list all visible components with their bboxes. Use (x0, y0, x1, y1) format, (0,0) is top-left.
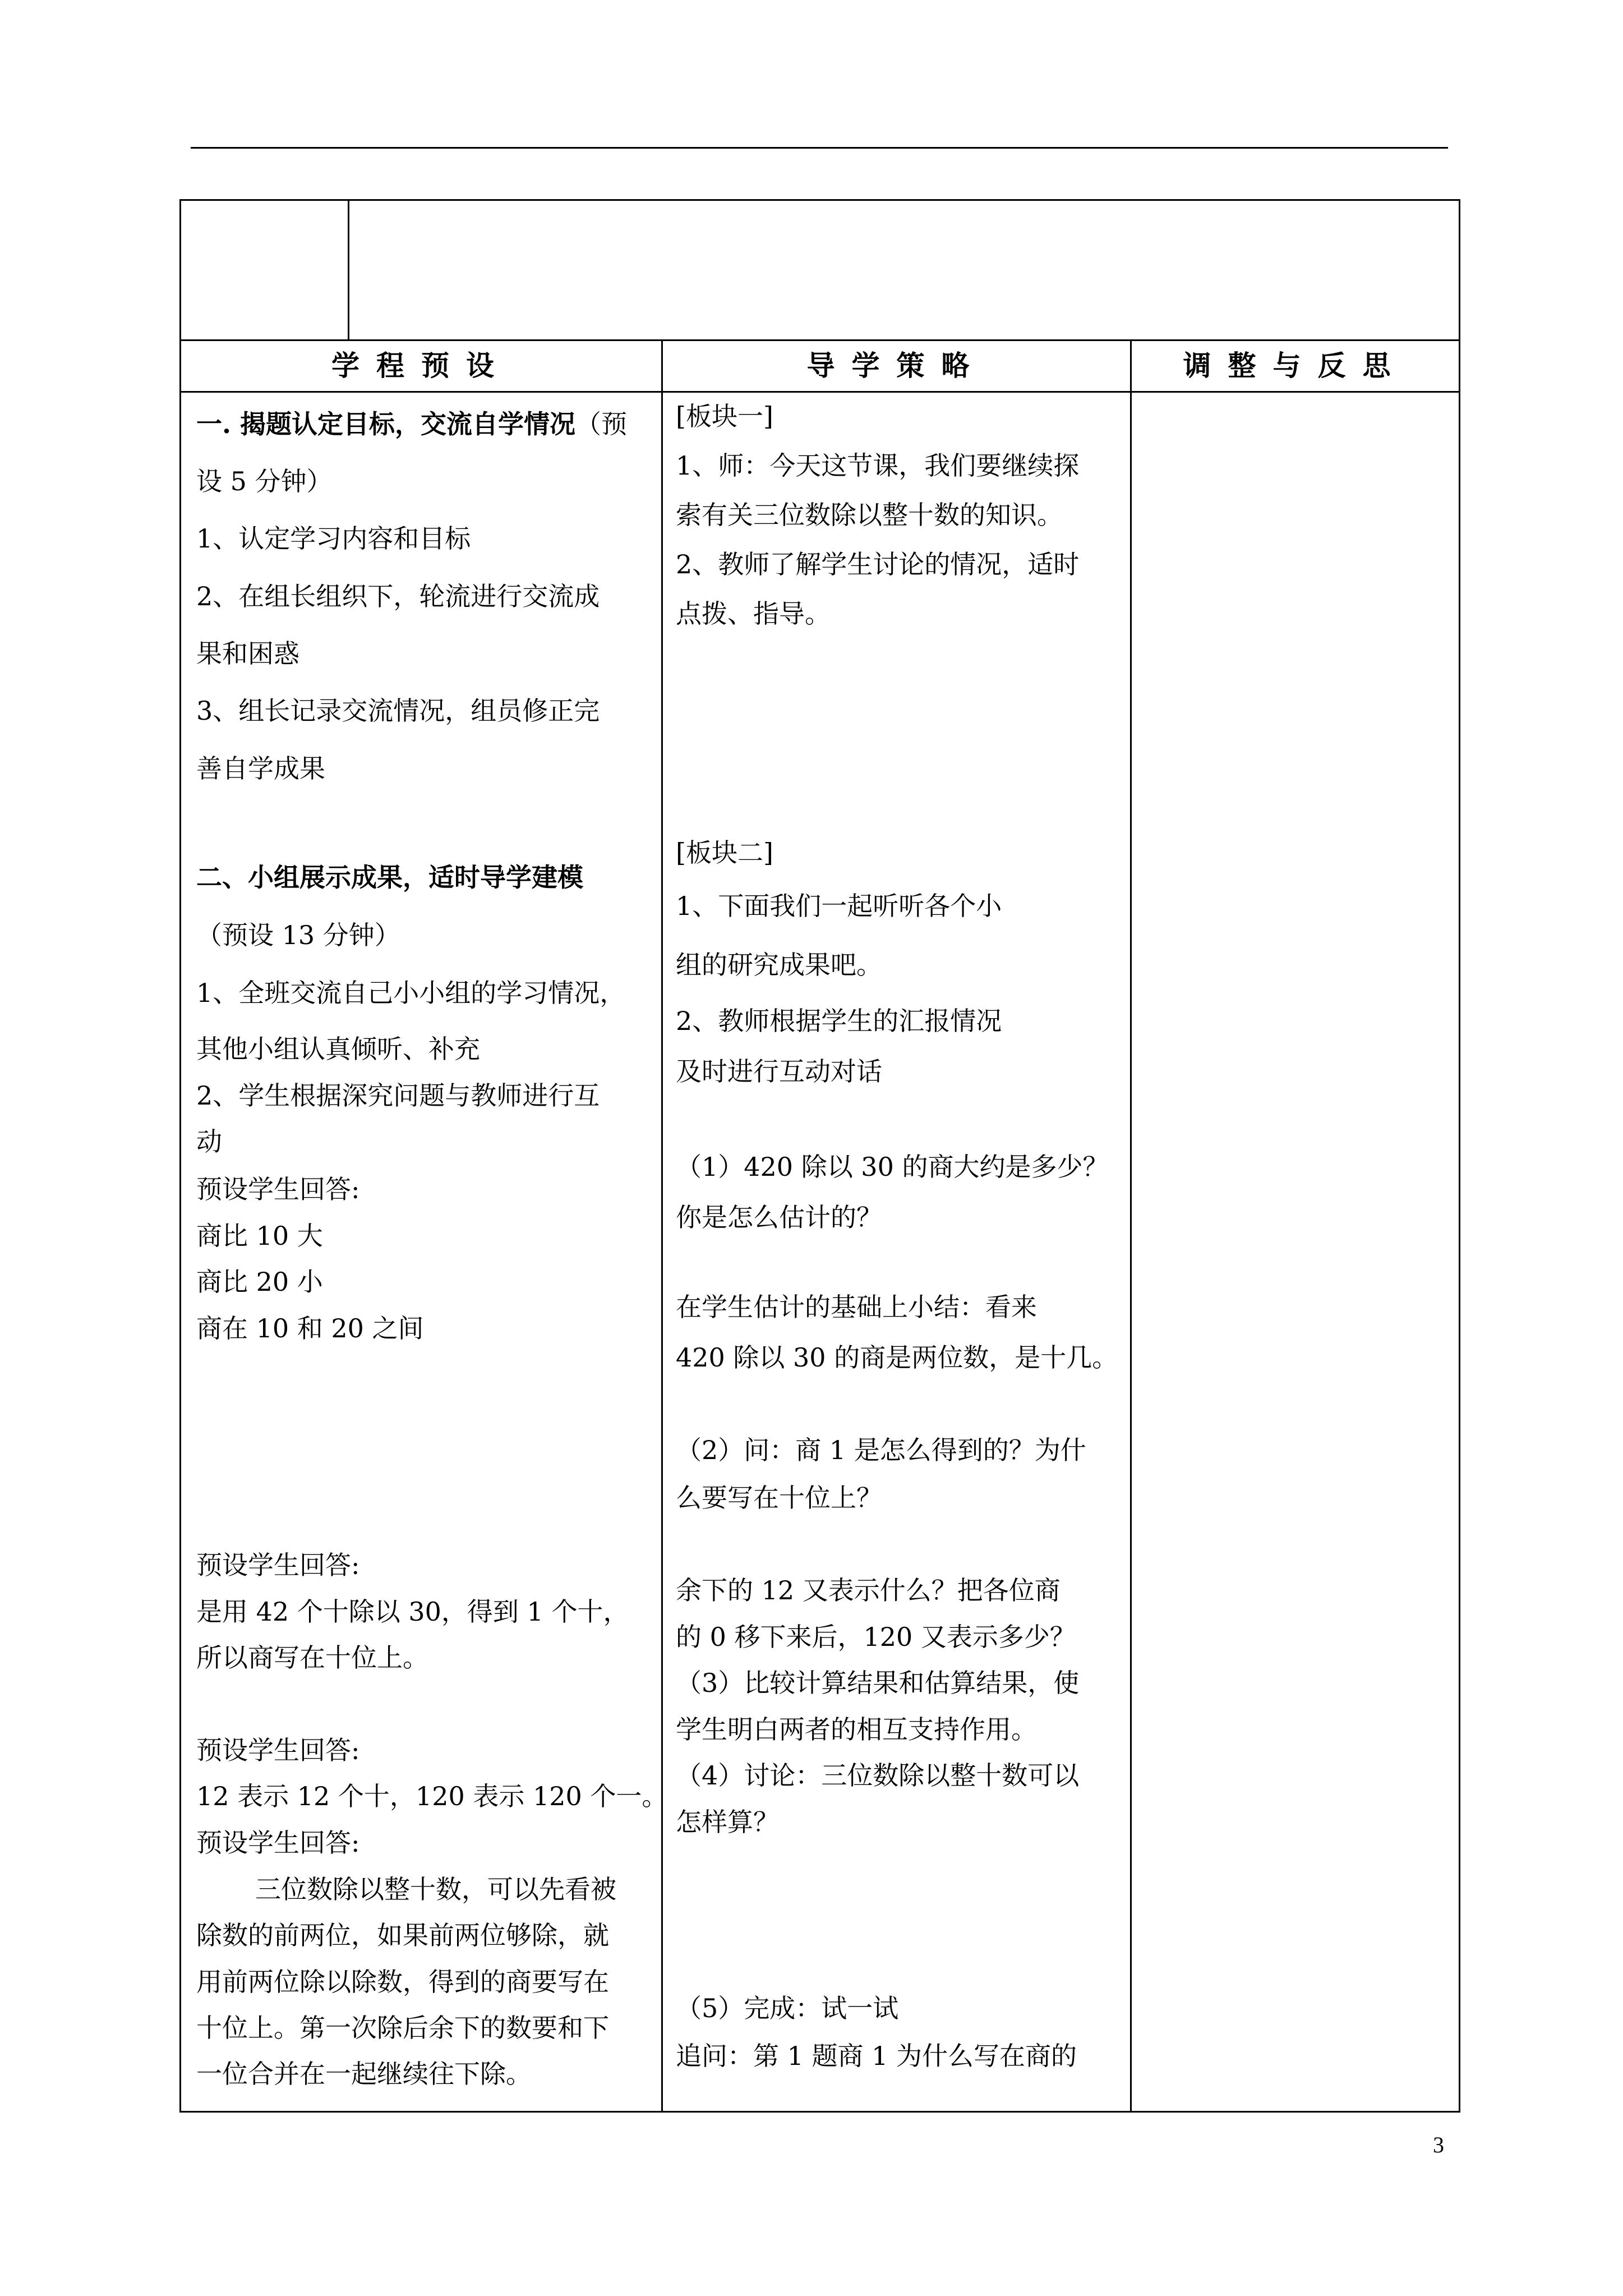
question-5: 追问：第 1 题商 1 为什么写在商的 (676, 2041, 1077, 2071)
block2-item: 1、下面我们一起听听各个小 (676, 891, 1002, 921)
section2-item: 商在 10 和 20 之间 (196, 1313, 424, 1343)
header-strategy: 导学策略 (806, 349, 986, 382)
section1-title (196, 407, 627, 441)
answer1-line: 是用 42 个十除以 30，得到 1 个十， (196, 1596, 629, 1627)
block1-item: 点拨、指导。 (676, 599, 831, 629)
col-divider-1 (661, 339, 663, 2113)
question-1-summary: 420 除以 30 的商是两位数，是十几。 (676, 1342, 1118, 1373)
section2-item: 商比 10 大 (196, 1221, 323, 1251)
section2-item: 2、学生根据深究问题与教师进行互 (196, 1080, 600, 1111)
question-2: 么要写在十位上？ (676, 1483, 882, 1513)
block2-item: 及时进行互动对话 (676, 1056, 882, 1087)
section2-title: 二、小组展示成果，适时导学建模 (196, 862, 583, 892)
block1-label: [板块一] (676, 401, 773, 431)
table-top-border (179, 199, 1460, 201)
section1-item: 3、组长记录交流情况，组员修正完 (196, 696, 600, 726)
header-process: 学程预设 (331, 349, 511, 382)
question-4: （4）讨论：三位数除以整十数可以 (676, 1760, 1080, 1791)
table-bottom-border (179, 2111, 1460, 2113)
section2-item: 预设学生回答: (196, 1174, 360, 1204)
table-right-border (1459, 199, 1460, 2113)
section1-title-cont: 设 5 分钟） (196, 466, 333, 496)
block1-item: 2、教师了解学生讨论的情况，适时 (676, 549, 1080, 579)
question-1-summary: 在学生估计的基础上小结：看来 (676, 1292, 1037, 1322)
table-left-border (179, 199, 181, 2113)
block1-item: 1、师：今天这节课，我们要继续探 (676, 450, 1080, 481)
block1-item: 索有关三位数除以整十数的知识。 (676, 500, 1063, 530)
section1-title-tail: （预 (575, 409, 628, 439)
top-row-divider (348, 199, 349, 341)
summary-line: 十位上。第一次除后余下的数要和下 (196, 2013, 609, 2043)
page-number: 3 (1433, 2132, 1444, 2157)
summary-line: 除数的前两位，如果前两位够除，就 (196, 1920, 609, 1950)
header-rule (191, 147, 1448, 149)
section1-title-bold: 一. 揭题认定目标，交流自学情况 (196, 409, 576, 439)
summary-line: 三位数除以整十数，可以先看被 (255, 1874, 616, 1904)
question-1: （1）420 除以 30 的商大约是多少？ (676, 1152, 1109, 1182)
section2-time: （预设 13 分钟） (196, 920, 400, 950)
table-row-divider (179, 339, 1460, 341)
section2-item: 1、全班交流自己小小组的学习情况， (196, 978, 626, 1008)
answer1-line: 预设学生回答: (196, 1550, 360, 1580)
answer2-line: 预设学生回答: (196, 1828, 360, 1858)
answer1-line: 所以商写在十位上。 (196, 1642, 428, 1673)
section1-item: 1、认定学习内容和目标 (196, 523, 471, 554)
table-header-divider (179, 391, 1460, 393)
question-2b: 的 0 移下来后，120 又表示多少？ (676, 1622, 1076, 1652)
section2-item: 动 (196, 1126, 222, 1157)
question-2: （2）问：商 1 是怎么得到的？为什 (676, 1435, 1086, 1465)
section2-item: 其他小组认真倾听、补充 (196, 1034, 480, 1064)
block2-label: [板块二] (676, 838, 773, 868)
header-reflection: 调整与反思 (1183, 349, 1408, 382)
summary-line: 一位合并在一起继续往下除。 (196, 2059, 532, 2089)
summary-line: 用前两位除以除数，得到的商要写在 (196, 1967, 609, 1997)
question-1: 你是怎么估计的？ (676, 1202, 882, 1232)
answer2-line: 12 表示 12 个十，120 表示 120 个一。 (196, 1781, 668, 1811)
col-divider-2 (1130, 339, 1132, 2113)
section1-item: 善自学成果 (196, 753, 325, 784)
question-4: 怎样算？ (676, 1807, 779, 1837)
question-5: （5）完成：试一试 (676, 1993, 899, 2023)
question-3: （3）比较计算结果和估算结果，使 (676, 1668, 1080, 1698)
section1-item: 2、在组长组织下，轮流进行交流成 (196, 581, 600, 611)
block2-item: 组的研究成果吧。 (676, 950, 882, 980)
answer2-line: 预设学生回答: (196, 1735, 360, 1765)
section2-item: 商比 20 小 (196, 1267, 323, 1297)
question-2b: 余下的 12 又表示什么？把各位商 (676, 1575, 1061, 1605)
block2-item: 2、教师根据学生的汇报情况 (676, 1006, 1002, 1036)
section1-item: 果和困惑 (196, 638, 299, 669)
question-3: 学生明白两者的相互支持作用。 (676, 1714, 1037, 1745)
